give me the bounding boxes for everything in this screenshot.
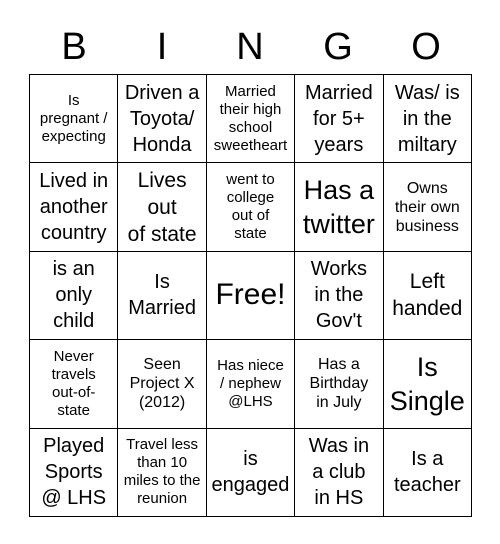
header-letter-i: I	[156, 26, 168, 68]
bingo-square-r1c2[interactable]	[118, 75, 206, 163]
square-text: Married for 5+ years	[304, 81, 373, 156]
bingo-square-r1c3[interactable]	[207, 75, 295, 163]
header-letter-n: N	[236, 26, 264, 68]
bingo-square-r4c3[interactable]	[207, 340, 295, 428]
square-text: is engaged	[211, 448, 290, 497]
square-text: Is pregnant / expecting	[39, 91, 108, 145]
square-text: Was/ is in the miltary	[394, 81, 460, 156]
bingo-square-r1c4[interactable]	[295, 75, 383, 163]
square-text: Has a Birthday in July	[309, 356, 369, 412]
bingo-square-r1c5[interactable]	[384, 75, 472, 163]
square-text: went to college out of state	[226, 171, 275, 243]
bingo-square-r4c2[interactable]	[118, 340, 206, 428]
bingo-square-r3c1[interactable]	[30, 252, 118, 340]
bingo-square-r5c1[interactable]	[30, 429, 118, 517]
square-text: Is a teacher	[393, 448, 461, 497]
header-letter-g: G	[323, 26, 353, 68]
bingo-square-r2c5[interactable]	[384, 163, 472, 251]
bingo-square-r2c4[interactable]	[295, 163, 383, 251]
square-text: Has niece / nephew @LHS	[217, 356, 284, 410]
square-text: Is Married	[128, 271, 196, 320]
bingo-square-r5c4[interactable]	[295, 429, 383, 517]
square-text: Owns their own business	[394, 179, 460, 235]
square-text: Was in a club in HS	[308, 435, 370, 510]
bingo-header	[30, 22, 470, 72]
square-text: Married their high school sweetheart	[213, 82, 288, 154]
bingo-square-r4c5[interactable]	[384, 340, 472, 428]
square-text: Played Sports @ LHS	[41, 435, 107, 510]
square-text: Works in the Gov't	[310, 258, 368, 333]
bingo-card-grid	[29, 74, 472, 517]
header-letter-o: O	[411, 26, 441, 68]
bingo-square-r3c5[interactable]	[384, 252, 472, 340]
bingo-square-r5c5[interactable]	[384, 429, 472, 517]
square-text: is an only child	[52, 258, 95, 333]
square-text: Lived in another country	[39, 170, 109, 245]
bingo-square-r2c3[interactable]	[207, 163, 295, 251]
bingo-square-r2c1[interactable]	[30, 163, 118, 251]
bingo-square-r3c4[interactable]	[295, 252, 383, 340]
bingo-square-r1c1[interactable]	[30, 75, 118, 163]
square-text: Left handed	[392, 270, 463, 321]
bingo-square-r4c4[interactable]	[295, 340, 383, 428]
bingo-square-r2c2[interactable]	[118, 163, 206, 251]
bingo-square-r5c3[interactable]	[207, 429, 295, 517]
square-text: Is Single	[389, 351, 465, 416]
bingo-square-free[interactable]	[207, 252, 295, 340]
bingo-square-r5c2[interactable]	[118, 429, 206, 517]
square-text: Travel less than 10 miles to the reunion	[123, 436, 201, 508]
bingo-square-r3c2[interactable]	[118, 252, 206, 340]
square-text: Has a twitter	[302, 175, 375, 240]
square-text: Lives out of state	[127, 168, 197, 246]
square-text: Seen Project X (2012)	[129, 356, 195, 412]
square-text: Driven a Toyota/ Honda	[124, 81, 200, 156]
square-text: Never travels out-of- state	[51, 347, 96, 419]
header-letter-b: B	[61, 26, 87, 68]
bingo-square-r4c1[interactable]	[30, 340, 118, 428]
free-space-text: Free!	[215, 278, 286, 312]
